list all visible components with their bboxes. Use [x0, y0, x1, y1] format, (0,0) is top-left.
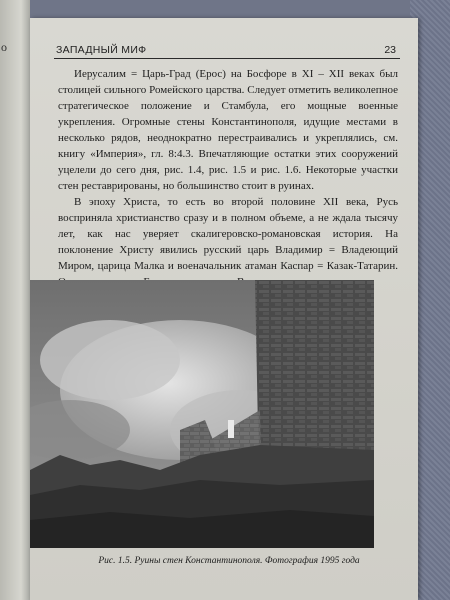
page-number: 23	[384, 44, 396, 56]
paragraph-2: В эпоху Христа, то есть во второй половине XII века, Русь восприняла христианство сразу и в полном объеме, а не ждала тысячу лет, как нас уверяет скалигеровско-романовская история. На поклонение Христу явились русский царь Владимир = Владеющий Миром, царица Малка и военачальник атаман Каспар = Казак-Татарин.	[58, 196, 398, 272]
running-header	[54, 40, 400, 59]
paragraph-1: Иерусалим = Царь-Град (Ерос) на Босфоре в XI – XII веках был столицей сильного Ромейского царства. Следует отметить великолепное стратегическое положение и Стамбула, его мощные военные укрепления. Огромные стены Константинополя, идущие местами в несколько рядов, неоднократно перестраивались и укреплялись, см. книгу «Империя», гл. 8:4.3. Впечатляющие остатки этих сооружений уцелели до сего дня, рис. 1.4, рис. 1.5 и рис. 1.6. Некоторые участки стен реставрированы, но большинство стоит в руинах.	[58, 68, 398, 192]
adjacent-page-edge	[0, 0, 30, 600]
adjacent-page-text: о	[1, 40, 7, 54]
figure-photo-ruins	[30, 280, 374, 548]
person-figure	[228, 420, 234, 438]
body-text	[58, 66, 398, 290]
figure-caption: Рис. 1.5. Руины стен Константинополя. Фотография 1995 года	[98, 556, 360, 566]
header-title: ЗАПАДНЫЙ МИФ	[56, 44, 147, 56]
